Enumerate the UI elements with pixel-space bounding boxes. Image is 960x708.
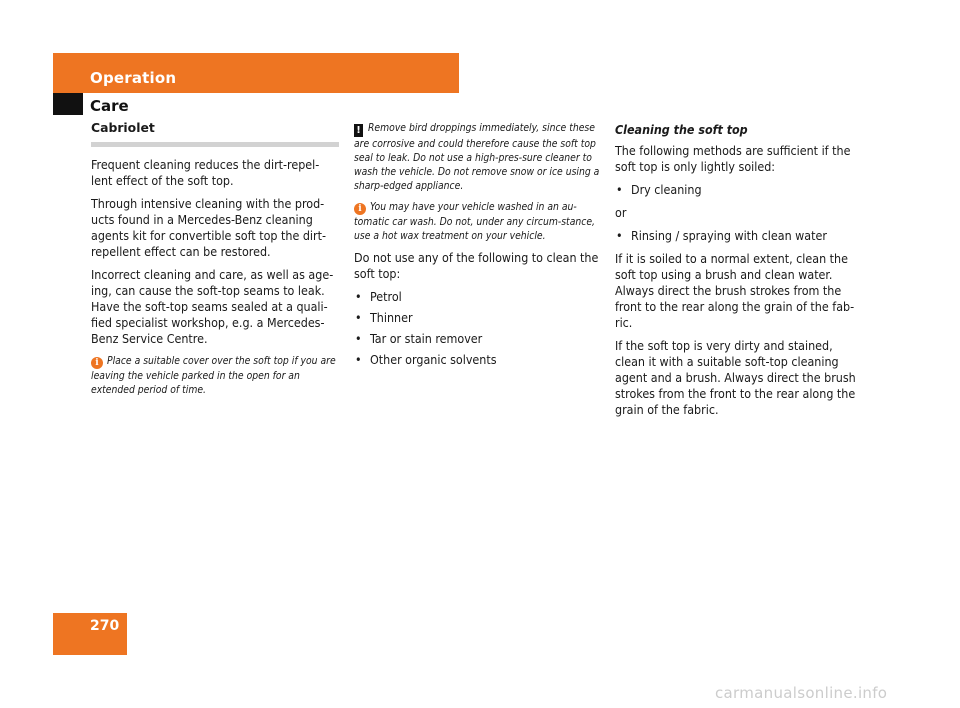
list-item: • Tar or stain remover xyxy=(354,331,600,347)
cleaning-heading: Cleaning the soft top xyxy=(615,122,748,137)
bullet-list xyxy=(615,182,863,198)
info-icon: i xyxy=(354,203,366,215)
info-note-text: Place a suitable cover over the soft top if you are leaving the vehicle parked in the open for an extended period of time. xyxy=(91,355,336,396)
cabriolet-heading: Cabriolet xyxy=(91,120,155,135)
paragraph: If it is soiled to a normal extent, clean the soft top using a brush and clean water. Always direct the brush strokes from the front to the rear along the grain of the fab-ric. xyxy=(615,251,855,330)
subsection-marker xyxy=(53,93,83,115)
column-1 xyxy=(91,120,339,404)
paragraph: Frequent cleaning reduces the dirt-repel-lent effect of the soft top. xyxy=(91,157,320,188)
list-item: • Thinner xyxy=(354,310,600,326)
bullet-list xyxy=(354,289,600,368)
warning-note xyxy=(354,121,600,193)
heading-rule xyxy=(91,142,339,147)
info-note xyxy=(91,354,339,397)
list-item: • Petrol xyxy=(354,289,600,305)
paragraph: If the soft top is very dirty and stained, clean it with a suitable soft-top cleaning agent and a brush. Always direct the brush strokes from the front to the rear along the grain of the fabric. xyxy=(615,338,856,417)
info-note-text: You may have your vehicle washed in an au-tomatic car wash. Do not, under any circum-stance, use a hot wax treatment on your vehicle. xyxy=(354,201,595,242)
paragraph: Through intensive cleaning with the prod-ucts found in a Mercedes-Benz cleaning agents kit for convertible soft top the dirt-repellent effect can be restored. xyxy=(91,196,326,259)
list-item: • Rinsing / spraying with clean water xyxy=(615,228,863,244)
info-icon: i xyxy=(91,357,103,369)
subsection-title: Care xyxy=(90,97,129,115)
paragraph: The following methods are sufficient if the soft top is only lightly soiled: xyxy=(615,143,851,174)
watermark: carmanualsonline.info xyxy=(715,684,888,702)
column-2 xyxy=(354,121,600,375)
column-3 xyxy=(615,122,863,425)
section-title: Operation xyxy=(90,69,177,87)
info-note xyxy=(354,200,600,243)
page-number: 270 xyxy=(90,618,120,634)
list-item: • Other organic solvents xyxy=(354,352,600,368)
warning-note-text: Remove bird droppings immediately, since these are corrosive and could therefore cause the soft top seal to leak. Do not use a high-pres-sure cleaner to wash the vehicle. Do not remove snow or ice using a sharp-edged appliance. xyxy=(354,122,600,192)
warning-icon: ! xyxy=(354,124,363,137)
paragraph: Incorrect cleaning and care, as well as age-ing, can cause the soft-top seams to leak. Have the soft-top seams sealed at a quali-fied specialist workshop, e.g. a Mercedes-Benz Service Centre. xyxy=(91,267,334,346)
paragraph: Do not use any of the following to clean the soft top: xyxy=(354,250,599,281)
bullet-list xyxy=(615,228,863,244)
list-item: • Dry cleaning xyxy=(615,182,863,198)
or-text: or xyxy=(615,205,627,220)
